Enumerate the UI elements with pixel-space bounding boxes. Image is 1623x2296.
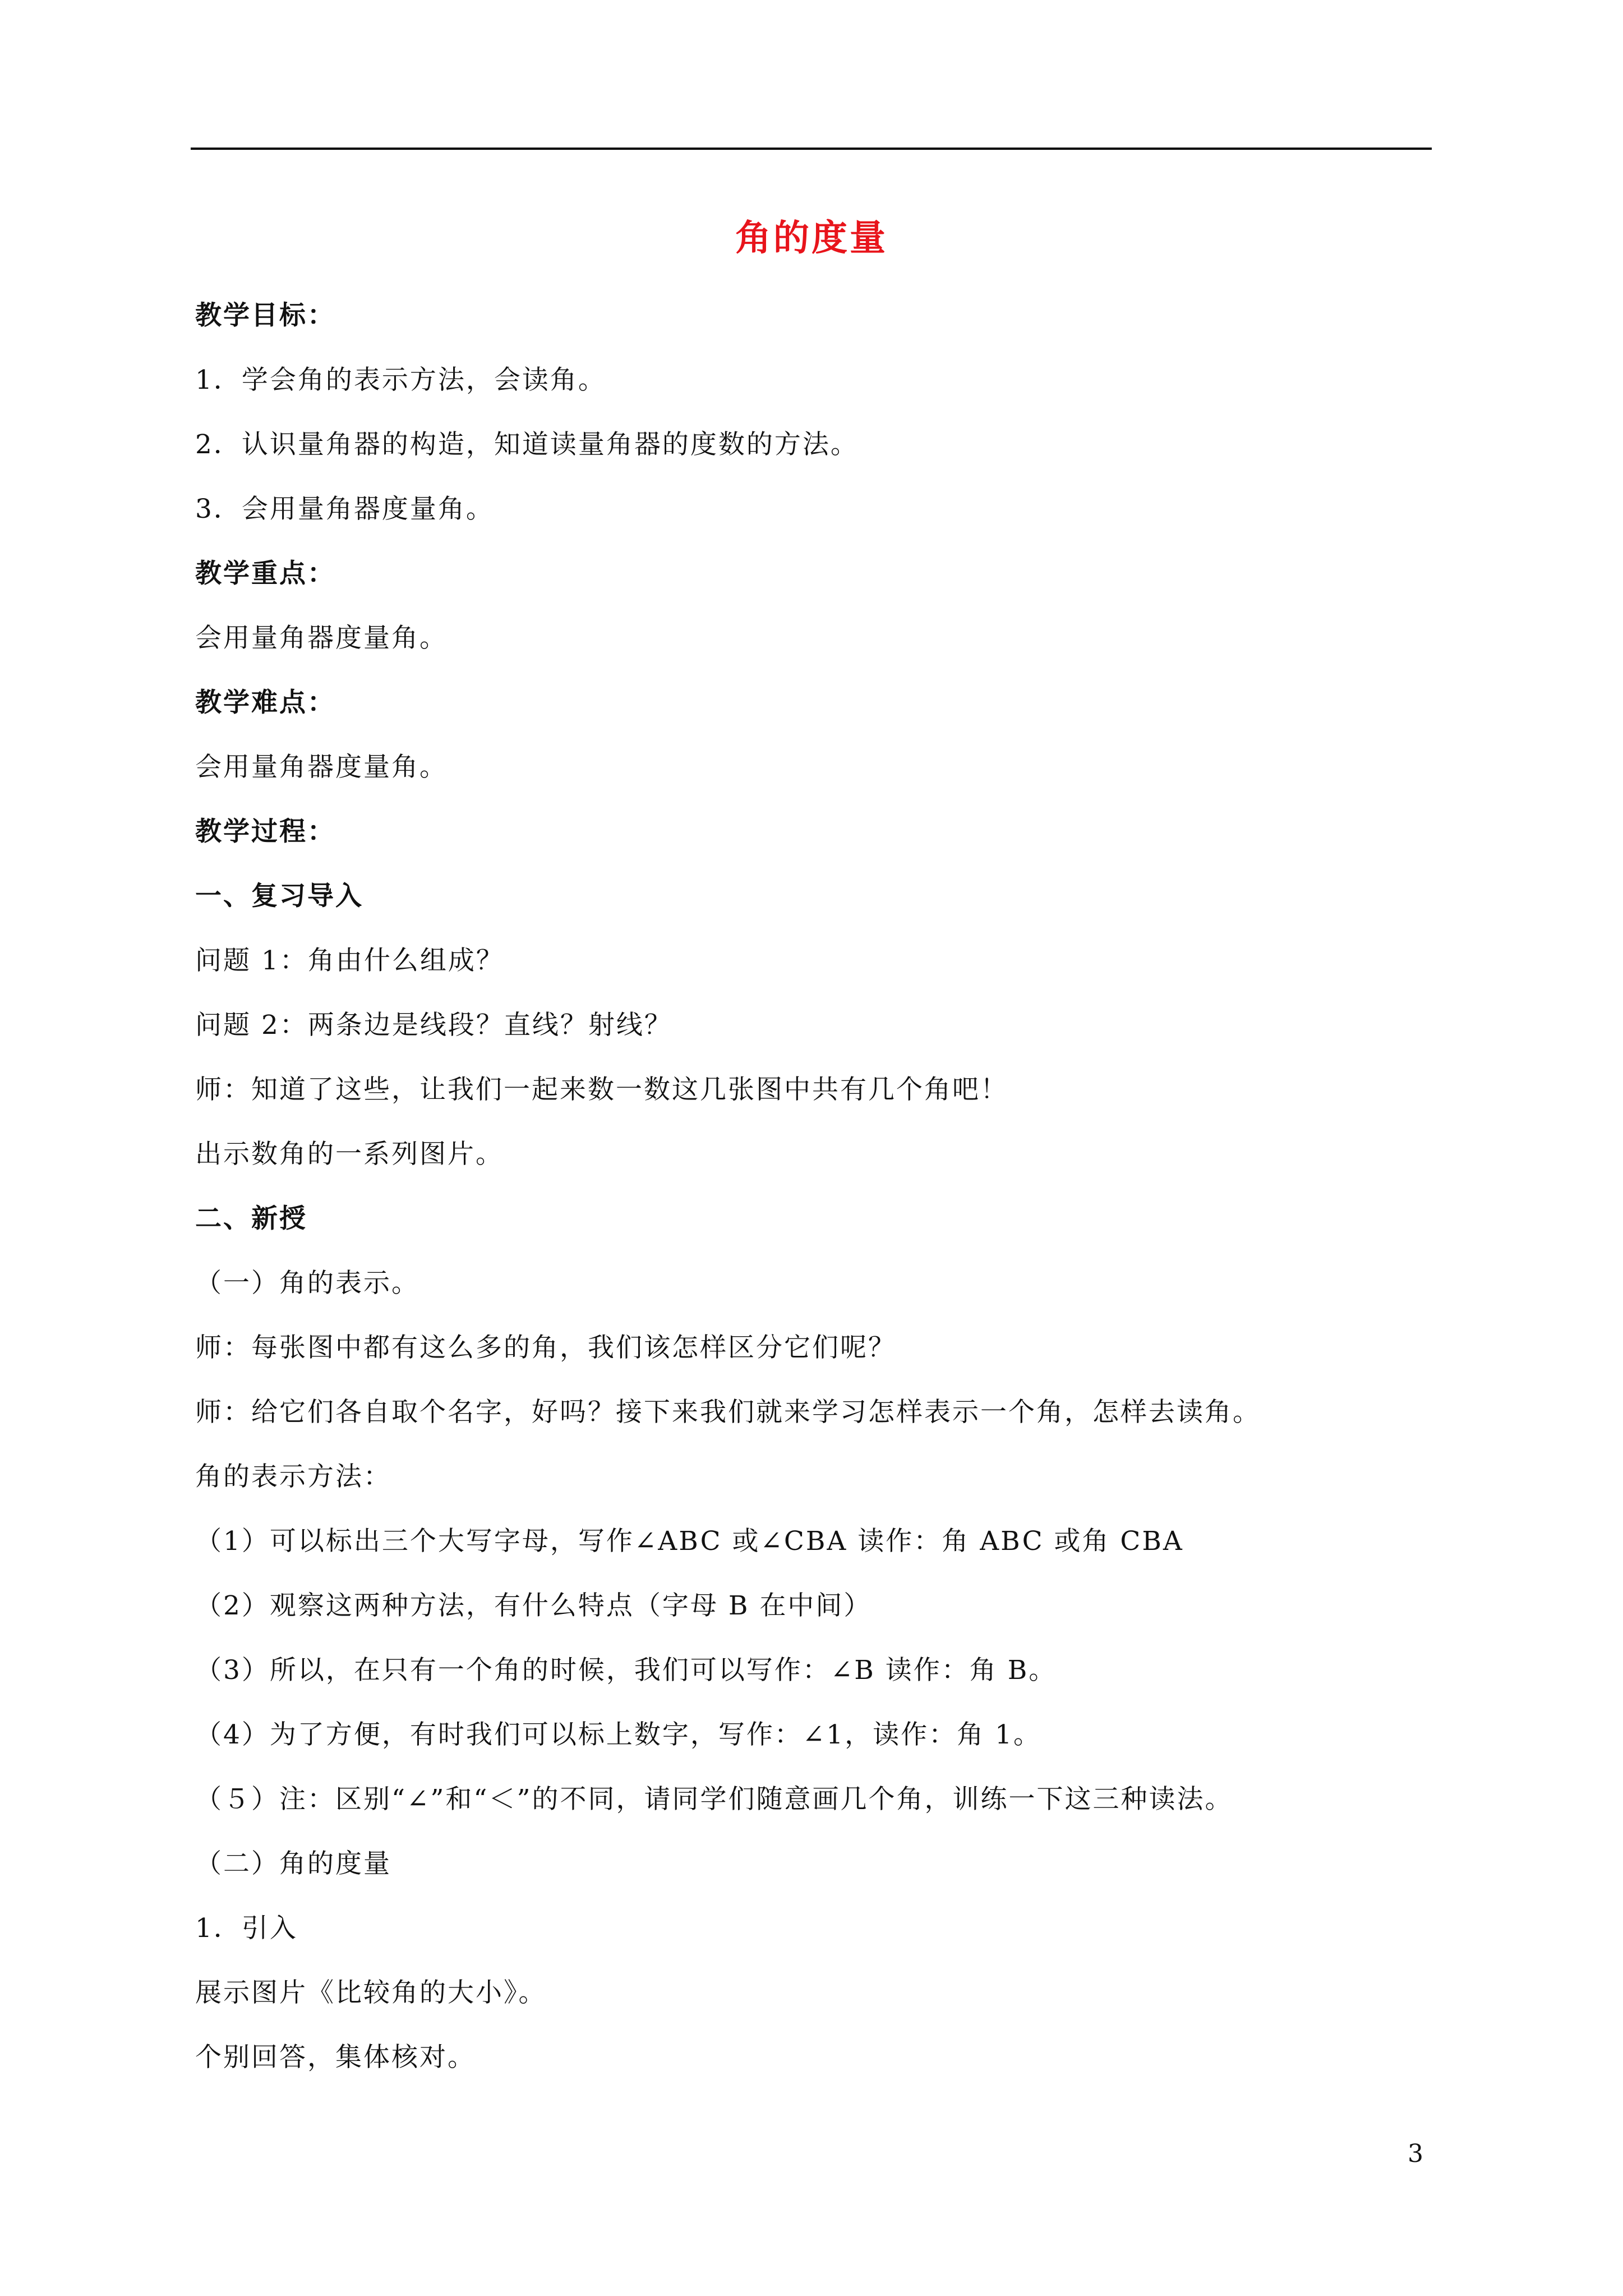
goal-item-3: 3．会用量角器度量角。 [195, 494, 494, 524]
notation-item-2: （2）观察这两种方法，有什么特点（字母 B 在中间） [195, 1590, 872, 1621]
question-2: 问题 2：两条边是线段？直线？射线？ [195, 1010, 672, 1041]
teacher-line-distinguish: 师：每张图中都有这么多的角，我们该怎样区分它们呢？ [195, 1332, 896, 1363]
subsection-angle-measure: （二）角的度量 [195, 1848, 391, 1879]
heading-teaching-goals: 教学目标： [195, 300, 335, 331]
document-title: 角的度量 [735, 217, 888, 259]
intro-item: 1．引入 [195, 1913, 298, 1944]
section-review-intro: 一、复习导入 [195, 881, 363, 912]
answer-check-line: 个别回答，集体核对。 [195, 2042, 476, 2073]
notation-methods-label: 角的表示方法： [195, 1461, 391, 1492]
section-new-lesson: 二、新授 [195, 1203, 307, 1234]
subsection-angle-notation: （一）角的表示。 [195, 1268, 419, 1299]
notation-item-1: （1）可以标出三个大写字母，写作∠ABC 或∠CBA 读作：角 ABC 或角 CBA [195, 1526, 1184, 1557]
teacher-line-naming: 师：给它们各自取个名字，好吗？接下来我们就来学习怎样表示一个角，怎样去读角。 [195, 1397, 1261, 1428]
teacher-line-count-angles: 师：知道了这些，让我们一起来数一数这几张图中共有几个角吧！ [195, 1074, 1008, 1105]
difficulties-text: 会用量角器度量角。 [195, 752, 448, 783]
heading-key-points: 教学重点： [195, 558, 335, 589]
page-number: 3 [1408, 2139, 1423, 2168]
header-rule [191, 148, 1432, 150]
goal-item-1: 1．学会角的表示方法，会读角。 [195, 365, 606, 395]
goal-item-2: 2．认识量角器的构造，知道读量角器的度数的方法。 [195, 429, 859, 460]
notation-item-5: （５）注：区别“∠”和“＜”的不同，请同学们随意画几个角，训练一下这三种读法。 [195, 1784, 1233, 1815]
key-points-text: 会用量角器度量角。 [195, 623, 448, 654]
question-1: 问题 1：角由什么组成？ [195, 945, 504, 976]
notation-item-4: （4）为了方便，有时我们可以标上数字，写作：∠1，读作：角 1。 [195, 1719, 1042, 1750]
show-comparison-picture: 展示图片《比较角的大小》。 [195, 1977, 547, 2008]
heading-teaching-process: 教学过程： [195, 816, 335, 847]
heading-difficulties: 教学难点： [195, 687, 335, 718]
notation-item-3: （3）所以，在只有一个角的时候，我们可以写作：∠B 读作：角 B。 [195, 1655, 1057, 1686]
show-pictures-line: 出示数角的一系列图片。 [195, 1139, 504, 1170]
